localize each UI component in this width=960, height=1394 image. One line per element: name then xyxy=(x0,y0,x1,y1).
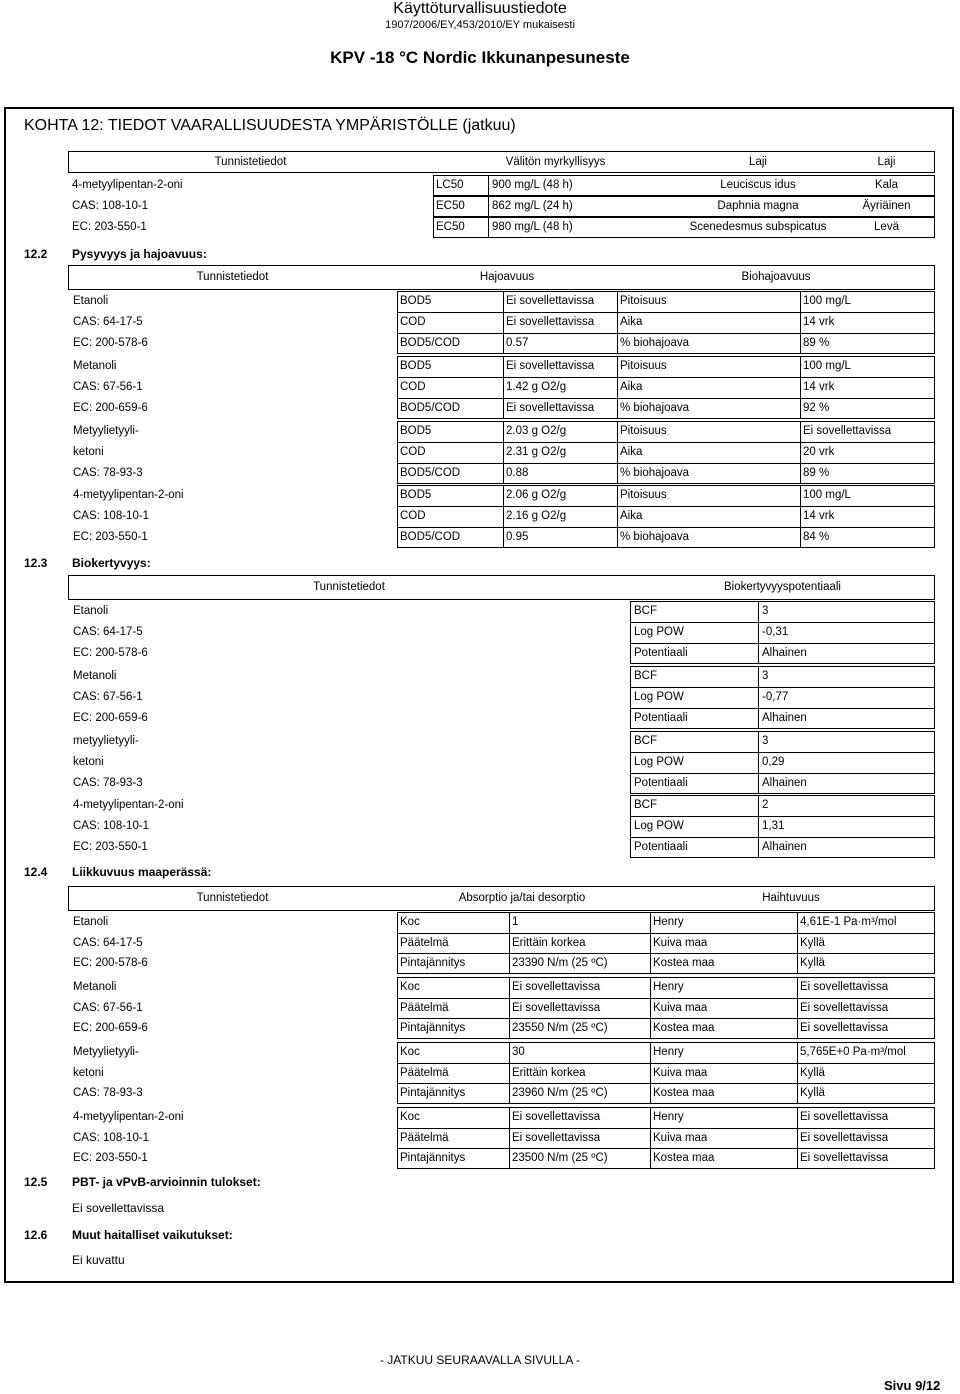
s124-body-cell: Henry xyxy=(653,916,684,928)
s125-title: PBT- ja vPvB-arvioinnin tulokset: xyxy=(72,1175,261,1189)
s122-body-cell: Ei sovellettavissa xyxy=(506,295,595,307)
row-divider xyxy=(397,312,935,313)
row-divider xyxy=(397,1018,935,1019)
column-divider xyxy=(758,731,759,794)
s124-body-cell: Kostea maa xyxy=(653,957,715,969)
s123-value: 3 xyxy=(762,735,769,747)
s122-body-cell: COD xyxy=(400,510,426,522)
row-divider xyxy=(397,333,935,334)
s124-body-cell: Henry xyxy=(653,1111,684,1123)
s124-header-absorption: Absorptio ja/tai desorptio xyxy=(458,892,586,904)
row-divider xyxy=(630,622,935,623)
s123-label: Potentiaali xyxy=(634,777,688,789)
s122-body-id-line: EC: 200-578-6 xyxy=(73,337,148,349)
toxicity-type: EC50 xyxy=(436,200,465,212)
s124-body-cell: Kuiva maa xyxy=(653,1001,708,1014)
document-title: Käyttöturvallisuustiedote xyxy=(393,0,567,17)
row-divider xyxy=(397,527,935,528)
s124-body-cell: Kostea maa xyxy=(653,1087,715,1099)
toxicity-type: LC50 xyxy=(436,179,464,191)
row-divider xyxy=(397,506,935,507)
s122-body-cell: 2.31 g O2/g xyxy=(506,446,567,458)
s124-body-id-line: EC: 203-550-1 xyxy=(73,1152,148,1164)
s123-id-line: CAS: 64-17-5 xyxy=(73,626,143,638)
s123-label: BCF xyxy=(634,735,657,747)
toxicity-species: Leuciscus idus xyxy=(720,179,796,191)
s123-id-line: CAS: 108-10-1 xyxy=(73,820,150,832)
s122-body-cell: Pitoisuus xyxy=(620,360,667,372)
product-name: KPV -18 °C Nordic Ikkunanpesuneste xyxy=(330,48,630,67)
row-divider xyxy=(630,816,935,817)
s123-id-line: EC: 203-550-1 xyxy=(73,841,148,853)
s124-body-cell: Ei sovellettavissa xyxy=(512,1001,601,1014)
s122-body-cell: 89 % xyxy=(803,467,830,479)
s123-label: BCF xyxy=(634,799,657,811)
s123-value: -0,31 xyxy=(762,626,789,638)
s122-body-cell: 100 mg/L xyxy=(803,489,851,501)
s122-body-cell: 84 % xyxy=(803,531,830,543)
row-divider xyxy=(397,398,935,399)
toxicity-species: Daphnia magna xyxy=(717,200,799,212)
row-divider xyxy=(630,752,935,753)
s124-body-cell: Ei sovellettavissa xyxy=(800,1022,889,1034)
s122-body-cell: % biohajoava xyxy=(620,402,690,414)
row-divider xyxy=(630,643,935,644)
toxicity-header-species: Laji xyxy=(749,156,767,168)
s122-body-cell: % biohajoava xyxy=(620,467,690,479)
column-divider xyxy=(617,485,618,548)
s124-body-id-line: ketoni xyxy=(73,1066,104,1079)
column-divider xyxy=(800,291,801,354)
s122-body-cell: Pitoisuus xyxy=(620,425,667,437)
column-divider xyxy=(650,912,651,974)
column-divider xyxy=(617,421,618,484)
s122-body-id-line: EC: 203-550-1 xyxy=(73,531,148,543)
s122-body-cell: Ei sovellettavissa xyxy=(506,360,595,372)
s123-value: -0,77 xyxy=(762,691,789,703)
column-divider xyxy=(758,666,759,729)
s124-body-id-line: 4-metyylipentan-2-oni xyxy=(73,1111,184,1123)
s122-body-cell: BOD5/COD xyxy=(400,337,461,349)
s124-body-id-line: Metyylietyyli- xyxy=(73,1046,139,1058)
s122-body-cell: Aika xyxy=(620,316,643,328)
s122-body-cell: 92 % xyxy=(803,402,830,414)
row-divider xyxy=(397,1148,935,1149)
s122-body-cell: 0.95 xyxy=(506,531,529,543)
s122-body-cell: COD xyxy=(400,381,426,393)
s123-header-bioacc: Biokertyvyyspotentiaali xyxy=(724,581,841,593)
column-divider xyxy=(503,291,504,354)
s124-body-cell: 1 xyxy=(512,916,519,928)
regulation-line: 1907/2006/EY,453/2010/EY mukaisesti xyxy=(385,19,575,31)
column-divider xyxy=(797,977,798,1039)
s122-header-id: Tunnistetiedot xyxy=(196,271,269,283)
s124-body-cell: Erittäin korkea xyxy=(512,936,586,949)
s124-body-cell: Pintajännitys xyxy=(400,957,466,969)
s122-body-cell: Aika xyxy=(620,381,643,393)
s126-number: 12.6 xyxy=(24,1228,48,1242)
s124-body-cell: Ei sovellettavissa xyxy=(800,1152,889,1164)
s122-body-id-line: CAS: 64-17-5 xyxy=(73,316,143,328)
toxicity-id-line: CAS: 108-10-1 xyxy=(72,200,149,212)
toxicity-group: Levä xyxy=(874,221,899,233)
row-divider xyxy=(630,837,935,838)
s123-id-line: 4-metyylipentan-2-oni xyxy=(73,799,184,811)
s124-body-cell: Ei sovellettavissa xyxy=(512,981,601,993)
s124-body-cell: Ei sovellettavissa xyxy=(800,1001,889,1014)
column-divider xyxy=(503,485,504,548)
s122-body-cell: 14 vrk xyxy=(803,510,835,522)
s124-body-cell: Päätelmä xyxy=(400,1066,449,1079)
s122-body-cell: BOD5/COD xyxy=(400,402,461,414)
s124-body-cell: Koc xyxy=(400,1111,420,1123)
row-divider xyxy=(397,463,935,464)
s124-body-cell: Henry xyxy=(653,1046,684,1058)
s124-body-cell: Ei sovellettavissa xyxy=(512,1111,601,1123)
s122-body-cell: 14 vrk xyxy=(803,381,835,393)
row-divider xyxy=(397,1083,935,1084)
s124-body-cell: 5,765E+0 Pa·m³/mol xyxy=(800,1046,906,1058)
s122-body-cell: BOD5 xyxy=(400,295,432,307)
s123-value: 3 xyxy=(762,670,769,682)
s124-body-id-line: CAS: 64-17-5 xyxy=(73,936,143,949)
s124-body-cell: Pintajännitys xyxy=(400,1152,466,1164)
toxicity-type: EC50 xyxy=(436,221,465,233)
s124-body-cell: Päätelmä xyxy=(400,936,449,949)
s122-body-cell: BOD5/COD xyxy=(400,467,461,479)
toxicity-header-id: Tunnistetiedot xyxy=(214,156,287,168)
s123-value: 2 xyxy=(762,799,769,811)
column-divider xyxy=(758,601,759,664)
s124-body-id-line: CAS: 67-56-1 xyxy=(73,1001,143,1014)
s124-body-cell: 23390 N/m (25 ºC) xyxy=(512,957,608,969)
s122-body-cell: 100 mg/L xyxy=(803,295,851,307)
s123-id-line: Etanoli xyxy=(73,605,109,617)
s124-body-cell: Ei sovellettavissa xyxy=(800,981,889,993)
s122-body-cell: Aika xyxy=(620,510,643,522)
s125-number: 12.5 xyxy=(24,1175,48,1189)
s122-body-cell: Pitoisuus xyxy=(620,295,667,307)
s122-body-id-line: Etanoli xyxy=(73,295,109,307)
s122-body-cell: COD xyxy=(400,316,426,328)
s123-value: 3 xyxy=(762,605,769,617)
toxicity-value: 900 mg/L (48 h) xyxy=(492,179,573,191)
s122-body-cell: BOD5 xyxy=(400,425,432,437)
s122-body-cell: Pitoisuus xyxy=(620,489,667,501)
toxicity-id-line: 4-metyylipentan-2-oni xyxy=(72,179,183,191)
row-divider xyxy=(397,953,935,954)
s124-body-cell: Kostea maa xyxy=(653,1022,715,1034)
s123-label: Potentiaali xyxy=(634,841,688,853)
s124-body-cell: Pintajännitys xyxy=(400,1022,466,1034)
s122-body-cell: Ei sovellettavissa xyxy=(803,425,892,437)
s124-body-cell: Kuiva maa xyxy=(653,1131,708,1144)
column-divider xyxy=(800,485,801,548)
s124-body-cell: Henry xyxy=(653,981,684,993)
s122-body-cell: BOD5/COD xyxy=(400,531,461,543)
s122-body-cell: COD xyxy=(400,446,426,458)
row-divider xyxy=(630,773,935,774)
s124-number: 12.4 xyxy=(24,865,48,879)
s124-body-cell: 23500 N/m (25 ºC) xyxy=(512,1152,608,1164)
column-divider xyxy=(758,795,759,858)
column-divider xyxy=(503,421,504,484)
s122-body-id-line: CAS: 78-93-3 xyxy=(73,467,143,479)
s123-header-id: Tunnistetiedot xyxy=(313,581,385,593)
s124-body-cell: 4,61E-1 Pa·m³/mol xyxy=(800,916,897,928)
s124-body-cell: Kuiva maa xyxy=(653,936,708,949)
s123-value: 1,31 xyxy=(762,820,785,832)
s124-body-cell: Kuiva maa xyxy=(653,1066,708,1079)
page-number: Sivu 9/12 xyxy=(884,1378,941,1393)
column-divider xyxy=(650,1042,651,1104)
s123-id-line: metyylietyyli- xyxy=(73,735,139,747)
s122-body-cell: BOD5 xyxy=(400,360,432,372)
s122-body-id-line: ketoni xyxy=(73,446,104,458)
s124-header-volatility: Haihtuvuus xyxy=(762,892,820,904)
s122-body-id-line: CAS: 108-10-1 xyxy=(73,510,150,522)
toxicity-header-acute: Välitön myrkyllisyys xyxy=(505,156,606,168)
s124-body-cell: Ei sovellettavissa xyxy=(800,1131,889,1144)
column-divider xyxy=(797,1042,798,1104)
s122-body-id-line: 4-metyylipentan-2-oni xyxy=(73,489,184,501)
s122-body-cell: 14 vrk xyxy=(803,316,835,328)
s122-body-cell: Ei sovellettavissa xyxy=(506,316,595,328)
s122-body-cell: % biohajoava xyxy=(620,531,690,543)
s123-value: Alhainen xyxy=(762,647,807,659)
s122-body-cell: 2.06 g O2/g xyxy=(506,489,567,501)
column-divider xyxy=(617,291,618,354)
s122-body-cell: 1.42 g O2/g xyxy=(506,381,567,393)
row-divider xyxy=(397,442,935,443)
continue-note: - JATKUU SEURAAVALLA SIVULLA - xyxy=(379,1353,581,1367)
s124-body-cell: Kyllä xyxy=(800,957,825,969)
s124-header-id: Tunnistetiedot xyxy=(196,892,269,904)
s123-id-line: ketoni xyxy=(73,756,104,768)
column-divider xyxy=(488,175,489,196)
column-divider xyxy=(503,356,504,419)
s123-value: Alhainen xyxy=(762,777,807,789)
row-divider xyxy=(630,687,935,688)
s122-number: 12.2 xyxy=(24,247,48,261)
s122-body-cell: BOD5 xyxy=(400,489,432,501)
column-divider xyxy=(509,912,510,974)
s124-body-id-line: Metanoli xyxy=(73,981,117,993)
row-divider xyxy=(397,933,935,934)
s124-body-cell: Kyllä xyxy=(800,1066,825,1079)
column-divider xyxy=(797,1107,798,1169)
s122-header-biodeg: Biohajoavuus xyxy=(741,271,811,283)
s122-body-cell: 2.16 g O2/g xyxy=(506,510,567,522)
column-divider xyxy=(509,977,510,1039)
s122-title: Pysyvyys ja hajoavuus: xyxy=(72,247,207,261)
s123-label: Potentiaali xyxy=(634,647,688,659)
row-divider xyxy=(397,1128,935,1129)
s124-title: Liikkuvuus maaperässä: xyxy=(72,865,212,879)
s123-label: BCF xyxy=(634,605,657,617)
s122-body-id-line: EC: 200-659-6 xyxy=(73,402,148,414)
s124-body-cell: Kostea maa xyxy=(653,1152,715,1164)
s124-body-id-line: EC: 200-659-6 xyxy=(73,1022,148,1034)
column-divider xyxy=(617,356,618,419)
s123-number: 12.3 xyxy=(24,556,48,570)
column-divider xyxy=(488,217,489,238)
toxicity-value: 862 mg/L (24 h) xyxy=(492,200,573,212)
s125-text: Ei sovellettavissa xyxy=(72,1201,165,1215)
s122-body-cell: 89 % xyxy=(803,337,830,349)
column-divider xyxy=(509,1042,510,1104)
s123-label: Potentiaali xyxy=(634,712,688,724)
s123-value: Alhainen xyxy=(762,841,807,853)
s122-body-cell: 2.03 g O2/g xyxy=(506,425,567,437)
s123-label: Log POW xyxy=(634,626,684,638)
toxicity-group: Kala xyxy=(874,179,899,191)
toxicity-group: Äyriäinen xyxy=(862,200,911,212)
toxicity-id-line: EC: 203-550-1 xyxy=(72,221,147,233)
column-divider xyxy=(650,977,651,1039)
column-divider xyxy=(650,1107,651,1169)
s124-body-id-line: Etanoli xyxy=(73,916,109,928)
row-divider xyxy=(397,1063,935,1064)
row-divider xyxy=(630,708,935,709)
toxicity-species: Scenedesmus subspicatus xyxy=(689,221,827,233)
toxicity-header-group: Laji xyxy=(877,156,896,168)
s123-value: Alhainen xyxy=(762,712,807,724)
s122-body-cell: 0.57 xyxy=(506,337,529,349)
s124-body-id-line: CAS: 78-93-3 xyxy=(73,1087,143,1099)
s123-value: 0,29 xyxy=(762,756,785,768)
s126-text: Ei kuvattu xyxy=(72,1253,125,1267)
s124-body-cell: 30 xyxy=(512,1046,525,1058)
toxicity-value: 980 mg/L (48 h) xyxy=(492,221,573,233)
s126-title: Muut haitalliset vaikutukset: xyxy=(72,1228,233,1242)
row-divider xyxy=(397,998,935,999)
s122-body-cell: 0.88 xyxy=(506,467,529,479)
s122-body-cell: 20 vrk xyxy=(803,446,835,458)
s124-body-cell: 23550 N/m (25 ºC) xyxy=(512,1022,608,1034)
s122-body-id-line: Metyylietyyli- xyxy=(73,425,139,437)
s124-body-cell: Päätelmä xyxy=(400,1131,449,1144)
s123-id-line: EC: 200-578-6 xyxy=(73,647,148,659)
s124-body-cell: Koc xyxy=(400,981,420,993)
s122-body-id-line: CAS: 67-56-1 xyxy=(73,381,143,393)
s124-body-cell: Koc xyxy=(400,916,420,928)
s124-body-cell: Erittäin korkea xyxy=(512,1066,586,1079)
column-divider xyxy=(488,196,489,217)
s124-body-cell: Kyllä xyxy=(800,1087,825,1099)
s124-body-id-line: CAS: 108-10-1 xyxy=(73,1131,150,1144)
s122-header-degradation: Hajoavuus xyxy=(479,271,535,283)
s122-body-cell: 100 mg/L xyxy=(803,360,851,372)
s124-body-cell: Koc xyxy=(400,1046,420,1058)
column-divider xyxy=(797,912,798,974)
s124-body-cell: Päätelmä xyxy=(400,1001,449,1014)
s122-body-cell: % biohajoava xyxy=(620,337,690,349)
s123-title: Biokertyvyys: xyxy=(72,556,151,570)
section-title: KOHTA 12: TIEDOT VAARALLISUUDESTA YMPÄRISTÖLLE (jatkuu) xyxy=(24,117,516,134)
s123-label: Log POW xyxy=(634,820,684,832)
s122-body-id-line: Metanoli xyxy=(73,360,117,372)
s124-body-cell: 23960 N/m (25 ºC) xyxy=(512,1087,608,1099)
s123-id-line: Metanoli xyxy=(73,670,117,682)
s123-id-line: EC: 200-659-6 xyxy=(73,712,148,724)
column-divider xyxy=(800,421,801,484)
s124-body-cell: Kyllä xyxy=(800,936,825,949)
s124-body-cell: Ei sovellettavissa xyxy=(800,1111,889,1123)
s123-label: BCF xyxy=(634,670,657,682)
s124-body-cell: Pintajännitys xyxy=(400,1087,466,1099)
s123-id-line: CAS: 78-93-3 xyxy=(73,777,143,789)
s123-label: Log POW xyxy=(634,691,684,703)
s123-label: Log POW xyxy=(634,756,684,768)
s123-id-line: CAS: 67-56-1 xyxy=(73,691,143,703)
column-divider xyxy=(509,1107,510,1169)
s124-body-cell: Ei sovellettavissa xyxy=(512,1131,601,1144)
column-divider xyxy=(800,356,801,419)
s122-body-cell: Aika xyxy=(620,446,643,458)
s122-body-cell: Ei sovellettavissa xyxy=(506,402,595,414)
s124-body-id-line: EC: 200-578-6 xyxy=(73,957,148,969)
row-divider xyxy=(397,377,935,378)
